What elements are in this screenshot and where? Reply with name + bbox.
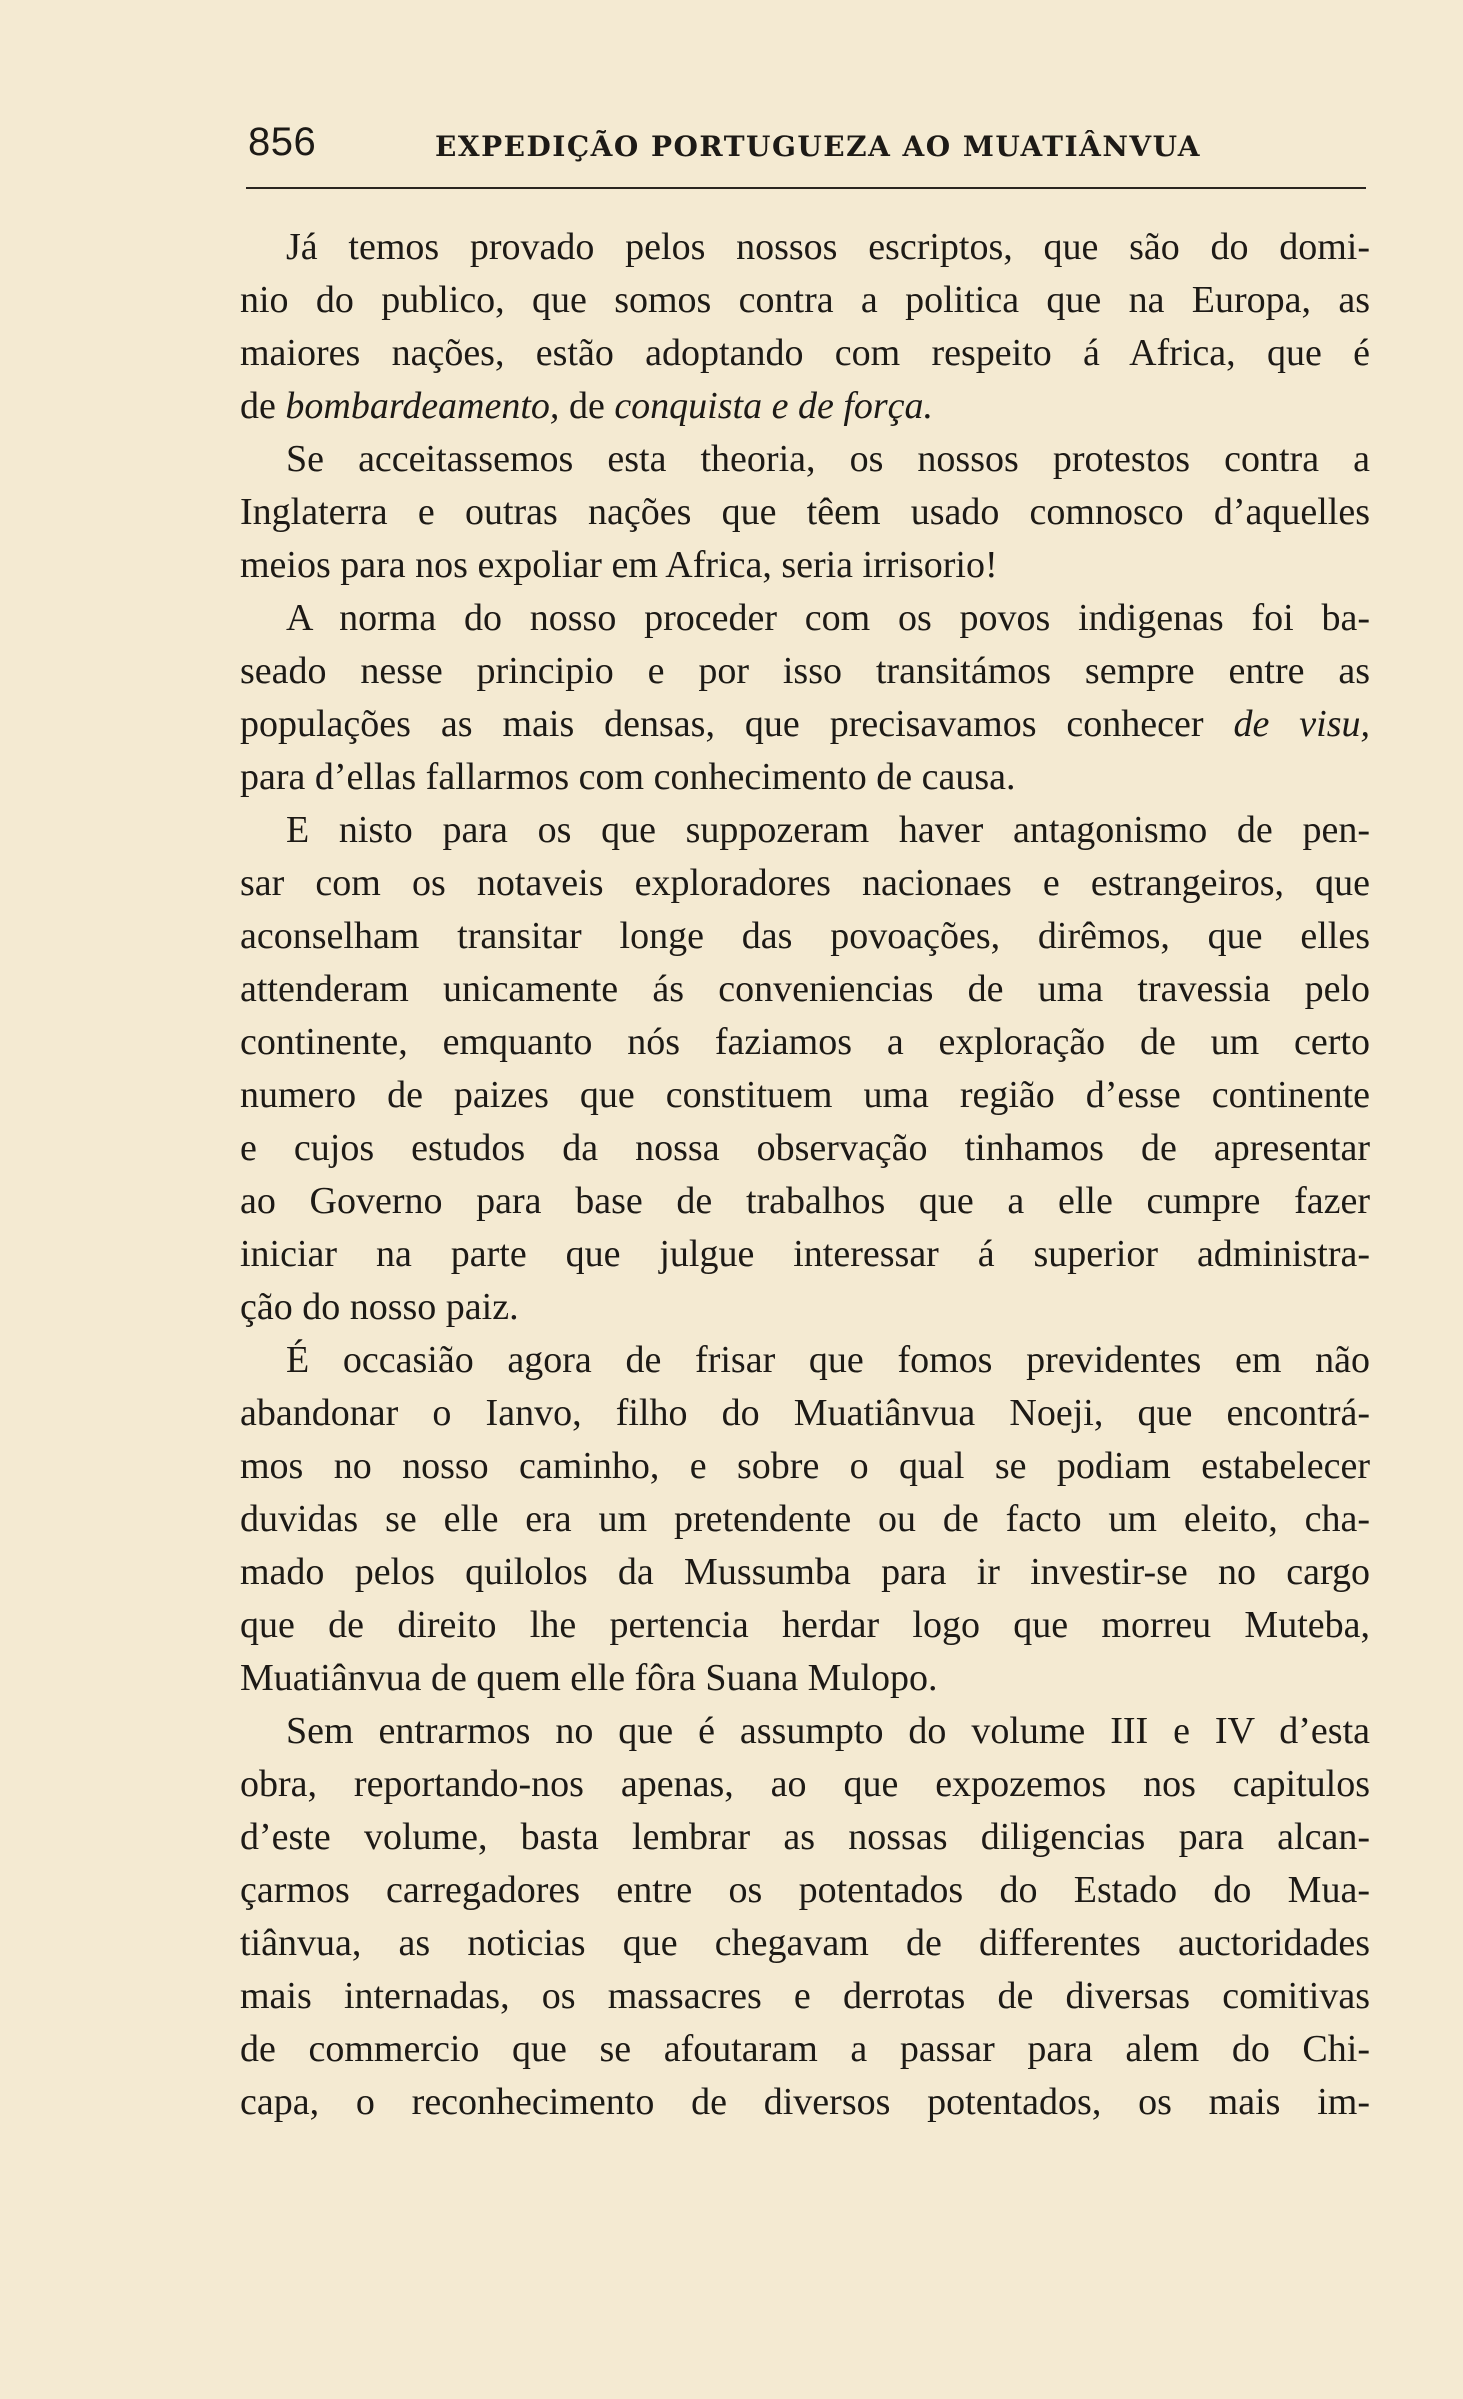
text-line: numero de paizes que constituem uma região d’esse continente [240,1074,1370,1116]
body-text [240,221,1370,2129]
text-line: É occasião agora de frisar que fomos previdentes em não [286,1339,1370,1381]
text-line: populações as mais densas, que precisavamos conhecer de visu, [240,703,1370,745]
text-line: e cujos estudos da nossa observação tinhamos de apresentar [240,1127,1370,1169]
text-line: abandonar o Ianvo, filho do Muatiânvua Noeji, que encontrá- [240,1392,1370,1434]
text-line: tiânvua, as noticias que chegavam de differentes auctoridades [240,1922,1370,1964]
text-line: de bombardeamento, de conquista e de força. [240,385,934,427]
page-number: 856 [248,120,317,164]
text-line: continente, emquanto nós faziamos a exploração de um certo [240,1021,1370,1063]
text-line: d’este volume, basta lembrar as nossas diligencias para alcan- [240,1816,1370,1858]
text-line: Inglaterra e outras nações que têem usado comnosco d’aquelles [240,491,1370,533]
text-line: Se acceitassemos esta theoria, os nossos protestos contra a [286,438,1370,480]
text-line: Sem entrarmos no que é assumpto do volume III e IV d’esta [286,1710,1370,1752]
text-line: A norma do nosso proceder com os povos indigenas foi ba- [286,597,1370,639]
italic-text: bombardeamento, [285,385,560,427]
running-title: EXPEDIÇÃO PORTUGUEZA AO MUATIÂNVUA [435,130,1201,163]
text-line: sar com os notaveis exploradores nacionaes e estrangeiros, que [240,862,1370,904]
text-line: obra, reportando-nos apenas, ao que expozemos nos capitulos [240,1763,1370,1805]
text-line: capa, o reconhecimento de diversos potentados, os mais im- [240,2081,1370,2123]
italic-text: de visu, [1233,703,1370,745]
header-rule [246,187,1366,189]
running-head [240,112,1362,172]
text-line: nio do publico, que somos contra a politica que na Europa, as [240,279,1370,321]
text-line: aconselham transitar longe das povoações, dirêmos, que elles [240,915,1370,957]
text-line: que de direito lhe pertencia herdar logo que morreu Muteba, [240,1604,1370,1646]
text-line: Muatiânvua de quem elle fôra Suana Mulopo. [240,1657,938,1699]
text-line: iniciar na parte que julgue interessar á superior administra- [240,1233,1370,1275]
text-line: meios para nos expoliar em Africa, seria irrisorio! [240,544,998,586]
text-line: mado pelos quilolos da Mussumba para ir investir-se no cargo [240,1551,1370,1593]
text-line: Já temos provado pelos nossos escriptos, que são do domi- [286,226,1370,268]
text-line: ção do nosso paiz. [240,1286,519,1328]
text-line: de commercio que se afoutaram a passar para alem do Chi- [240,2028,1370,2070]
text-line: maiores nações, estão adoptando com respeito á Africa, que é [240,332,1370,374]
text-line: para d’ellas fallarmos com conhecimento de causa. [240,756,1016,798]
text-line: seado nesse principio e por isso transitámos sempre entre as [240,650,1370,692]
italic-text: conquista e de força. [614,385,934,427]
text-line: ao Governo para base de trabalhos que a elle cumpre fazer [240,1180,1370,1222]
text-line: mais internadas, os massacres e derrotas de diversas comitivas [240,1975,1370,2017]
text-line: duvidas se elle era um pretendente ou de facto um eleito, cha- [240,1498,1370,1540]
text-line: E nisto para os que suppozeram haver antagonismo de pen- [286,809,1370,851]
text-line: mos no nosso caminho, e sobre o qual se podiam estabelecer [240,1445,1370,1487]
text-line: çarmos carregadores entre os potentados do Estado do Mua- [240,1869,1370,1911]
text-line: attenderam unicamente ás conveniencias de uma travessia pelo [240,968,1370,1010]
